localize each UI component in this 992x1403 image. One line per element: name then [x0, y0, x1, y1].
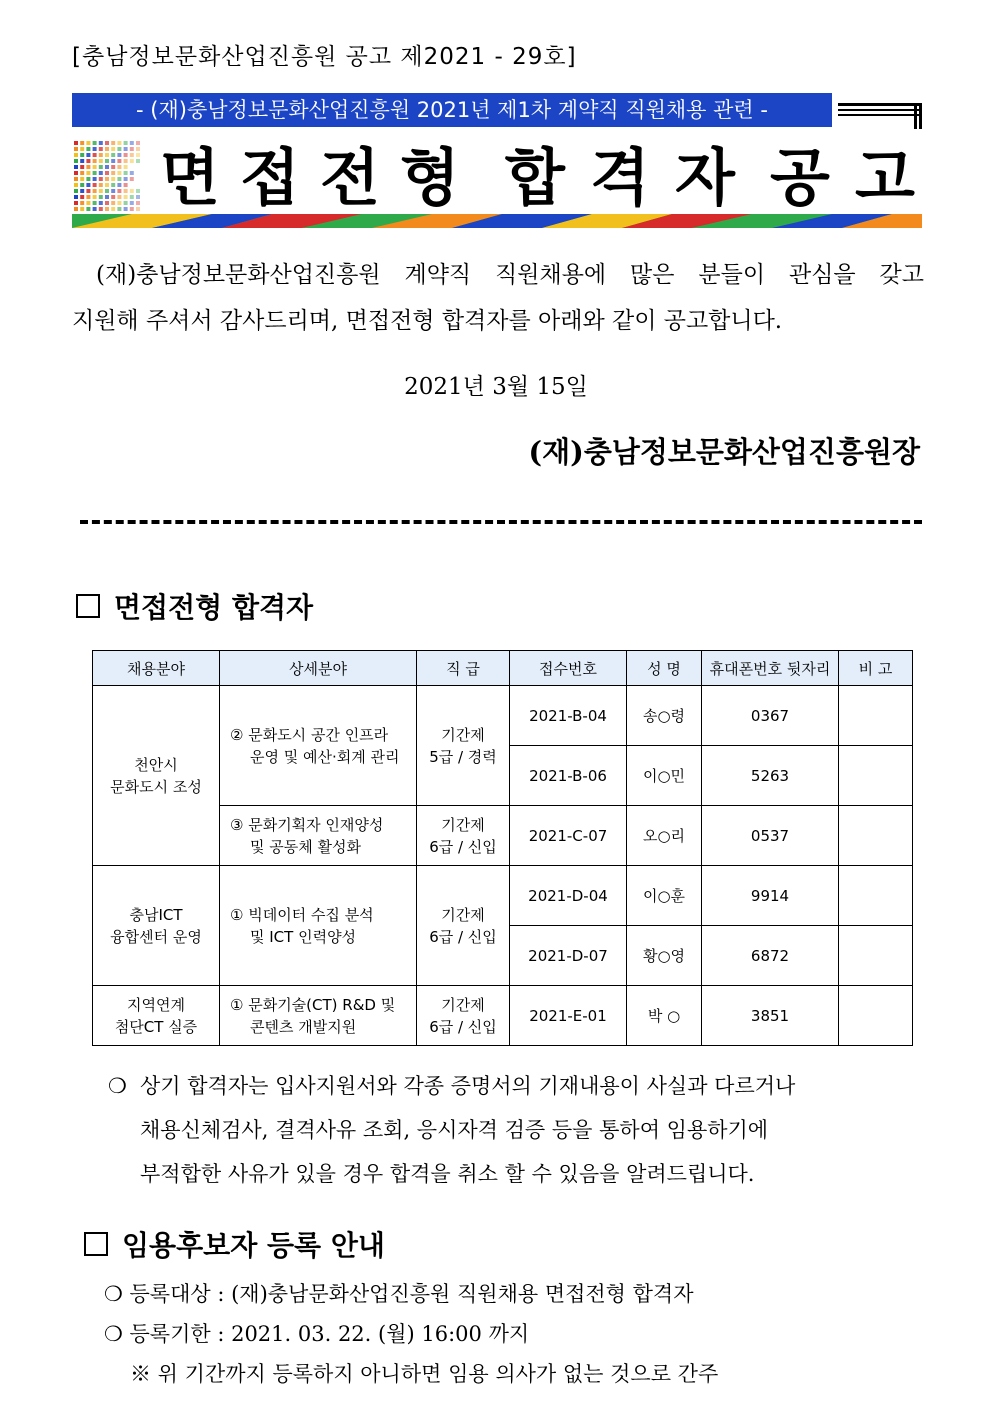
logo-dot: [99, 183, 103, 187]
logo-dot: [80, 195, 84, 199]
field-cell: [93, 686, 220, 866]
logo-dot: [93, 141, 97, 145]
detail-line: ③ 문화기획자 인재양성: [230, 815, 384, 834]
logo-dot: [99, 141, 103, 145]
grade-cell: [417, 866, 510, 986]
logo-dot: [80, 171, 84, 175]
issuer-name: (재)충남정보문화산업진흥원장: [528, 435, 920, 469]
logo-dot: [130, 207, 134, 211]
grade-line: 기간제: [441, 815, 485, 834]
logo-dot: [93, 183, 97, 187]
logo-dot: [105, 153, 109, 157]
logo-dot: [74, 177, 78, 181]
notice-number: [충남정보문화산업진흥원 공고 제2021 - 29호]: [72, 44, 577, 70]
logo-dot: [93, 147, 97, 151]
dot-grid-logo: [74, 141, 144, 213]
title-char: 합: [505, 141, 567, 214]
title-char: 접: [240, 141, 302, 214]
results-table: [92, 650, 913, 1046]
logo-dot: [80, 165, 84, 169]
logo-dot: [136, 141, 140, 145]
logo-dot: [124, 177, 128, 181]
section-heading: [84, 1224, 385, 1264]
logo-dot: [124, 195, 128, 199]
grade-line: 기간제: [441, 725, 485, 744]
logo-dot: [124, 141, 128, 145]
logo-dot: [99, 189, 103, 193]
logo-dot: [74, 189, 78, 193]
logo-dot: [117, 147, 121, 151]
logo-dot: [86, 159, 90, 163]
intro-line: 지원해 주셔서 감사드리며, 면접전형 합격자를 아래와 같이 공고합니다.: [72, 308, 783, 334]
logo-dot: [80, 207, 84, 211]
detail-line: 운영 및 예산·회계 관리: [250, 747, 400, 766]
logo-dot: [80, 159, 84, 163]
logo-dot: [130, 195, 134, 199]
logo-dot: [111, 201, 115, 205]
logo-dot: [86, 183, 90, 187]
logo-dot: [117, 207, 121, 211]
logo-dot: [111, 141, 115, 145]
detail-line: 및 ICT 인력양성: [250, 927, 357, 946]
title-char: 형: [400, 141, 462, 214]
section-heading: [76, 586, 313, 626]
logo-dot: [74, 183, 78, 187]
logo-dot: [117, 201, 121, 205]
title-char: 공: [770, 141, 832, 214]
logo-dot: [86, 207, 90, 211]
detail-line: ② 문화도시 공간 인프라: [230, 725, 389, 744]
grade-cell: [417, 986, 510, 1046]
grade-cell: [417, 806, 510, 866]
column-header: 채용분야: [93, 651, 220, 686]
logo-dot: [117, 153, 121, 157]
column-header: 직 급: [417, 651, 510, 686]
logo-dot: [136, 201, 140, 205]
logo-dot: [80, 189, 84, 193]
disqualification-note: [108, 1064, 914, 1196]
list-item: [104, 1274, 718, 1314]
phone-last-digits: 3851: [702, 986, 839, 1046]
logo-dot: [130, 171, 134, 175]
circle-bullet-icon: ❍: [104, 1282, 123, 1306]
field-cell: [93, 866, 220, 986]
table-header-row: [93, 651, 913, 686]
remarks-cell: [839, 746, 913, 806]
detail-line: ① 문화기술(CT) R&D 및: [230, 995, 396, 1014]
main-title: [150, 140, 922, 216]
notice-date: 2021년 3월 15일: [404, 374, 588, 400]
field-cell: [93, 986, 220, 1046]
logo-dot: [130, 141, 134, 145]
logo-dot: [105, 147, 109, 151]
table-row: [93, 866, 913, 926]
receipt-number: 2021-D-04: [510, 866, 627, 926]
logo-dot: [117, 177, 121, 181]
grade-cell: [417, 686, 510, 806]
logo-dot: [86, 171, 90, 175]
logo-dot: [74, 141, 78, 145]
logo-dot: [124, 183, 128, 187]
logo-dot: [117, 165, 121, 169]
logo-dot: [105, 159, 109, 163]
table-row: [93, 686, 913, 746]
logo-dot: [80, 177, 84, 181]
title-char: 고: [855, 141, 917, 214]
field-line: 융합센터 운영: [110, 927, 202, 946]
registration-deadline: 등록기한 : 2021. 03. 22. (월) 16:00 까지: [129, 1322, 530, 1346]
note-line: 부적합한 사유가 있을 경우 합격을 취소 할 수 있음을 알려드립니다.: [140, 1162, 755, 1186]
logo-dot: [130, 153, 134, 157]
applicant-name: 황○영: [627, 926, 702, 986]
logo-dot: [117, 159, 121, 163]
remarks-cell: [839, 806, 913, 866]
logo-dot: [130, 189, 134, 193]
detail-cell: [220, 806, 417, 866]
logo-dot: [136, 207, 140, 211]
logo-dot: [93, 165, 97, 169]
phone-last-digits: 9914: [702, 866, 839, 926]
logo-dot: [99, 195, 103, 199]
applicant-name: 이○훈: [627, 866, 702, 926]
logo-dot: [124, 165, 128, 169]
registration-target: 등록대상 : (재)충남문화산업진흥원 직원채용 면접전형 합격자: [129, 1282, 694, 1306]
logo-dot: [111, 171, 115, 175]
title-char: 격: [590, 141, 652, 214]
logo-dot: [111, 177, 115, 181]
decorative-lines: [838, 103, 922, 129]
grade-line: 6급 / 신입: [429, 1017, 497, 1036]
logo-dot: [111, 165, 115, 169]
remarks-cell: [839, 926, 913, 986]
logo-dot: [105, 195, 109, 199]
logo-dot: [111, 207, 115, 211]
grade-line: 6급 / 신입: [429, 927, 497, 946]
logo-dot: [124, 159, 128, 163]
logo-dot: [86, 147, 90, 151]
receipt-number: 2021-B-04: [510, 686, 627, 746]
logo-dot: [105, 207, 109, 211]
intro-paragraph: [72, 252, 924, 344]
logo-dot: [105, 177, 109, 181]
detail-cell: [220, 686, 417, 806]
logo-dot: [86, 189, 90, 193]
logo-dot: [105, 189, 109, 193]
logo-dot: [74, 153, 78, 157]
logo-dot: [99, 153, 103, 157]
logo-dot: [80, 153, 84, 157]
footnote: ※ 위 기간까지 등록하지 아니하면 임용 의사가 없는 것으로 간주: [130, 1362, 719, 1386]
checkbox-square-icon: [76, 594, 100, 618]
logo-dot: [136, 195, 140, 199]
logo-dot: [86, 141, 90, 145]
logo-dot: [86, 201, 90, 205]
receipt-number: 2021-C-07: [510, 806, 627, 866]
column-header: 비 고: [839, 651, 913, 686]
logo-dot: [117, 171, 121, 175]
grade-line: 기간제: [441, 905, 485, 924]
logo-dot: [93, 159, 97, 163]
logo-dot: [136, 147, 140, 151]
logo-dot: [130, 147, 134, 151]
list-item: [104, 1314, 718, 1354]
phone-last-digits: 0367: [702, 686, 839, 746]
logo-dot: [117, 141, 121, 145]
detail-line: 및 공동체 활성화: [250, 837, 361, 856]
remarks-cell: [839, 986, 913, 1046]
field-line: 충남ICT: [129, 905, 183, 924]
logo-dot: [124, 189, 128, 193]
phone-last-digits: 0537: [702, 806, 839, 866]
circle-bullet-icon: ❍: [108, 1074, 127, 1098]
detail-cell: [220, 986, 417, 1046]
logo-dot: [93, 177, 97, 181]
color-stripe: [72, 214, 922, 228]
remarks-cell: [839, 866, 913, 926]
logo-dot: [111, 195, 115, 199]
receipt-number: 2021-D-07: [510, 926, 627, 986]
logo-dot: [124, 201, 128, 205]
logo-dot: [111, 153, 115, 157]
subtitle-bar: - (재)충남정보문화산업진흥원 2021년 제1차 계약직 직원채용 관련 -: [72, 93, 832, 127]
logo-dot: [74, 201, 78, 205]
grade-line: 6급 / 신입: [429, 837, 497, 856]
title-char: 면: [160, 141, 222, 214]
applicant-name: 오○리: [627, 806, 702, 866]
logo-dot: [80, 201, 84, 205]
logo-dot: [99, 201, 103, 205]
logo-dot: [93, 207, 97, 211]
logo-dot: [74, 147, 78, 151]
applicant-name: 송○령: [627, 686, 702, 746]
logo-dot: [124, 207, 128, 211]
detail-cell: [220, 866, 417, 986]
logo-dot: [99, 165, 103, 169]
logo-dot: [117, 183, 121, 187]
logo-dot: [74, 195, 78, 199]
logo-dot: [111, 159, 115, 163]
field-line: 지역연계: [127, 995, 185, 1014]
logo-dot: [74, 207, 78, 211]
logo-dot: [130, 201, 134, 205]
registration-info: [104, 1274, 718, 1394]
table-row: [93, 986, 913, 1046]
circle-bullet-icon: ❍: [104, 1322, 123, 1346]
logo-dot: [124, 147, 128, 151]
phone-last-digits: 5263: [702, 746, 839, 806]
logo-dot: [93, 201, 97, 205]
logo-dot: [93, 195, 97, 199]
logo-dot: [99, 207, 103, 211]
logo-dot: [105, 183, 109, 187]
remarks-cell: [839, 686, 913, 746]
logo-dot: [105, 201, 109, 205]
field-line: 문화도시 조성: [110, 777, 202, 796]
logo-dot: [80, 141, 84, 145]
section-title: 임용후보자 등록 안내: [122, 1229, 385, 1262]
column-header: 휴대폰번호 뒷자리: [702, 651, 839, 686]
grade-line: 기간제: [441, 995, 485, 1014]
logo-dot: [74, 159, 78, 163]
logo-dot: [105, 141, 109, 145]
logo-dot: [136, 189, 140, 193]
phone-last-digits: 6872: [702, 926, 839, 986]
logo-dot: [99, 159, 103, 163]
logo-dot: [74, 165, 78, 169]
logo-dot: [93, 189, 97, 193]
grade-line: 5급 / 경력: [429, 747, 497, 766]
logo-dot: [136, 153, 140, 157]
divider: [80, 520, 922, 524]
logo-dot: [111, 189, 115, 193]
logo-dot: [130, 159, 134, 163]
column-header: 성 명: [627, 651, 702, 686]
note-line: 채용신체검사, 결격사유 조회, 응시자격 검증 등을 통하여 임용하기에: [140, 1118, 769, 1142]
title-char: 자: [675, 141, 737, 214]
logo-dot: [117, 195, 121, 199]
logo-dot: [111, 183, 115, 187]
logo-dot: [99, 177, 103, 181]
detail-line: 콘텐츠 개발지원: [250, 1017, 357, 1036]
checkbox-square-icon: [84, 1232, 108, 1256]
logo-dot: [117, 189, 121, 193]
logo-dot: [86, 177, 90, 181]
logo-dot: [136, 159, 140, 163]
logo-dot: [124, 171, 128, 175]
field-line: 첨단CT 실증: [114, 1017, 198, 1036]
logo-dot: [80, 147, 84, 151]
applicant-name: 박 ○: [627, 986, 702, 1046]
logo-dot: [93, 171, 97, 175]
logo-dot: [105, 165, 109, 169]
section-title: 면접전형 합격자: [114, 591, 314, 624]
field-line: 천안시: [134, 755, 178, 774]
logo-dot: [105, 171, 109, 175]
logo-dot: [86, 165, 90, 169]
logo-dot: [80, 183, 84, 187]
intro-line: (재)충남정보문화산업진흥원 계약직 직원채용에 많은 분들이 관심을 갖고: [96, 262, 924, 288]
logo-dot: [124, 153, 128, 157]
column-header: 상세분야: [220, 651, 417, 686]
logo-dot: [93, 153, 97, 157]
applicant-name: 이○민: [627, 746, 702, 806]
logo-dot: [111, 147, 115, 151]
logo-dot: [130, 177, 134, 181]
logo-dot: [99, 171, 103, 175]
logo-dot: [86, 153, 90, 157]
title-char: 전: [320, 141, 382, 214]
logo-dot: [99, 147, 103, 151]
receipt-number: 2021-B-06: [510, 746, 627, 806]
logo-dot: [74, 171, 78, 175]
receipt-number: 2021-E-01: [510, 986, 627, 1046]
column-header: 접수번호: [510, 651, 627, 686]
note-line: 상기 합격자는 입사지원서와 각종 증명서의 기재내용이 사실과 다르거나: [140, 1074, 796, 1098]
logo-dot: [86, 195, 90, 199]
detail-line: ① 빅데이터 수집 분석: [230, 905, 374, 924]
